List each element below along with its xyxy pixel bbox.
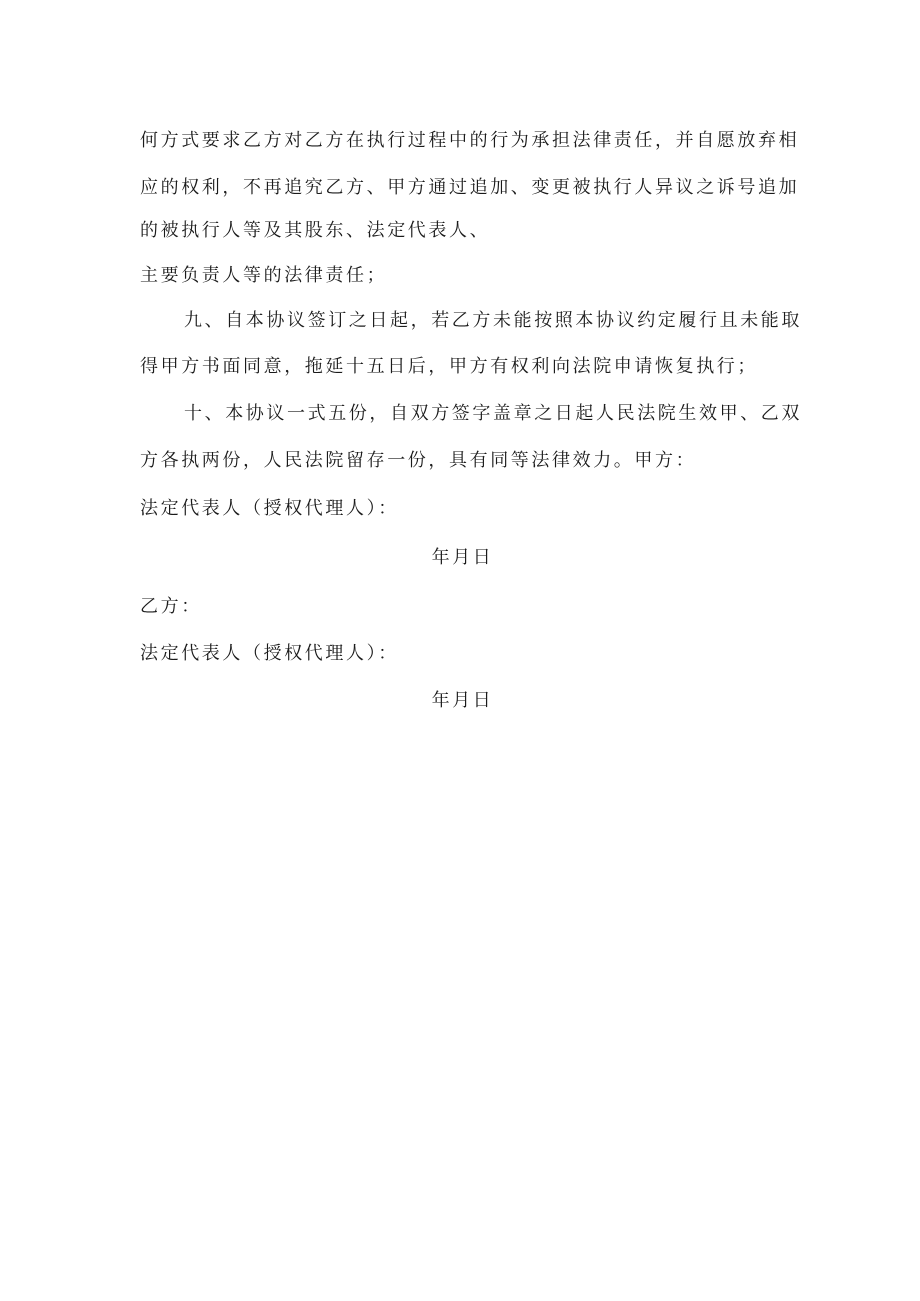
clause-ten-line1: 十、本协议一式五份，自双方签字盖章之日起人民法院生效甲、乙双: [184, 403, 802, 424]
clause-nine-line2: 得甲方书面同意，拖延十五日后，甲方有权利向法院申请恢复执行；: [140, 356, 758, 377]
party-b-label: 乙方：: [140, 596, 202, 617]
party-a-representative: 法定代表人（授权代理人）：: [140, 498, 399, 519]
party-b-date: 年月日: [431, 690, 494, 711]
para1-line1: 何方式要求乙方对乙方在执行过程中的行为承担法律责任，并自愿放弃相: [140, 130, 800, 151]
para1-line3: 的被执行人等及其股东、法定代表人、: [140, 220, 491, 241]
para1-line4: 主要负责人等的法律责任；: [140, 265, 388, 286]
party-a-date: 年月日: [431, 547, 494, 568]
clause-nine-line1: 九、自本协议签订之日起，若乙方未能按照本协议约定履行且未能取: [184, 310, 802, 331]
party-b-representative: 法定代表人（授权代理人）：: [140, 643, 399, 664]
clause-ten-line2: 方各执两份，人民法院留存一份，具有同等法律效力。甲方：: [140, 450, 697, 471]
para1-line2: 应的权利，不再追究乙方、甲方通过追加、变更被执行人异议之诉号追加: [140, 177, 800, 198]
